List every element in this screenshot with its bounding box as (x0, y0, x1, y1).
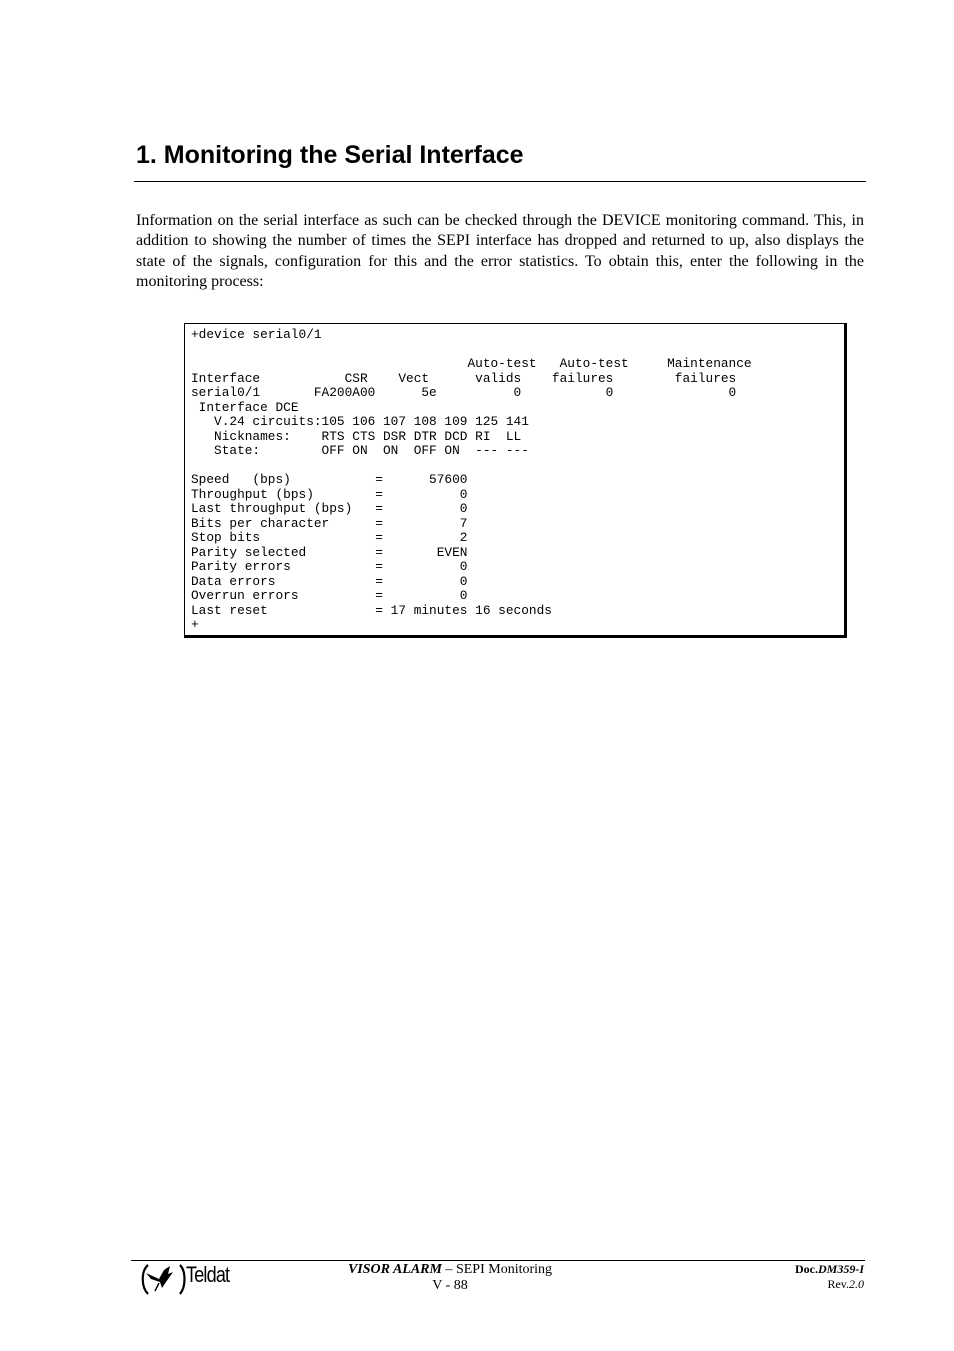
terminal-line: Speed (bps) = 57600 (191, 472, 468, 487)
footer-section-name: SEPI Monitoring (455, 1262, 553, 1277)
terminal-line: + (191, 617, 199, 632)
terminal-output-box (184, 323, 847, 638)
terminal-line: Overrun errors = 0 (191, 588, 468, 603)
rev-number: 2.0 (849, 1276, 864, 1291)
terminal-line: Throughput (bps) = 0 (191, 486, 468, 502)
revision (700, 1277, 864, 1292)
terminal-line: Data errors = 0 (191, 573, 468, 589)
page-number: V - 88 (432, 1278, 468, 1293)
footer-doc-info (700, 1262, 864, 1291)
teldat-logo (139, 1261, 239, 1297)
doc-prefix: Doc. (794, 1262, 818, 1276)
terminal-line: Last reset = 17 minutes 16 seconds (191, 602, 552, 618)
bird-icon (139, 1261, 187, 1297)
terminal-line: Bits per character = 7 (191, 515, 468, 531)
terminal-line: Interface CSR Vect valids failures failures (191, 370, 737, 386)
terminal-line: Last throughput (bps) = 0 (191, 501, 468, 516)
terminal-output (185, 324, 844, 633)
terminal-line: Auto-test Auto-test Maintenance (191, 356, 752, 371)
logo-text: Teldat (186, 1262, 230, 1287)
terminal-line: +device serial0/1 (191, 327, 322, 342)
terminal-line: Nicknames: RTS CTS DSR DTR DCD RI LL (191, 428, 522, 444)
section-title: 1. Monitoring the Serial Interface (136, 141, 524, 169)
rev-prefix: Rev. (827, 1276, 849, 1291)
terminal-line: V.24 circuits:105 106 107 108 109 125 141 (191, 414, 529, 429)
footer-center (300, 1262, 600, 1294)
terminal-line: Stop bits = 2 (191, 530, 468, 545)
title-divider (134, 181, 866, 182)
doc-reference (700, 1262, 864, 1277)
intro-paragraph: Information on the serial interface as such can be checked through the DEVICE monitoring command. This, in addition to showing the number of times the SEPI interface has dropped and returned to up, also displays the state of the signals, configuration for this and the error statistics. To obtain this, enter the following in the monitoring process: (136, 212, 864, 290)
product-name: VISOR ALARM (347, 1262, 442, 1277)
terminal-line: serial0/1 FA200A00 5e 0 0 0 (191, 385, 737, 400)
terminal-line: Parity selected = EVEN (191, 544, 468, 560)
footer-divider (131, 1260, 865, 1261)
terminal-line: Parity errors = 0 (191, 559, 468, 574)
doc-code: DM359-I (817, 1262, 864, 1276)
footer-separator: – (441, 1262, 456, 1277)
terminal-line: State: OFF ON ON OFF ON --- --- (191, 443, 529, 458)
footer-title-line (300, 1262, 600, 1278)
terminal-line: Interface DCE (191, 399, 299, 415)
